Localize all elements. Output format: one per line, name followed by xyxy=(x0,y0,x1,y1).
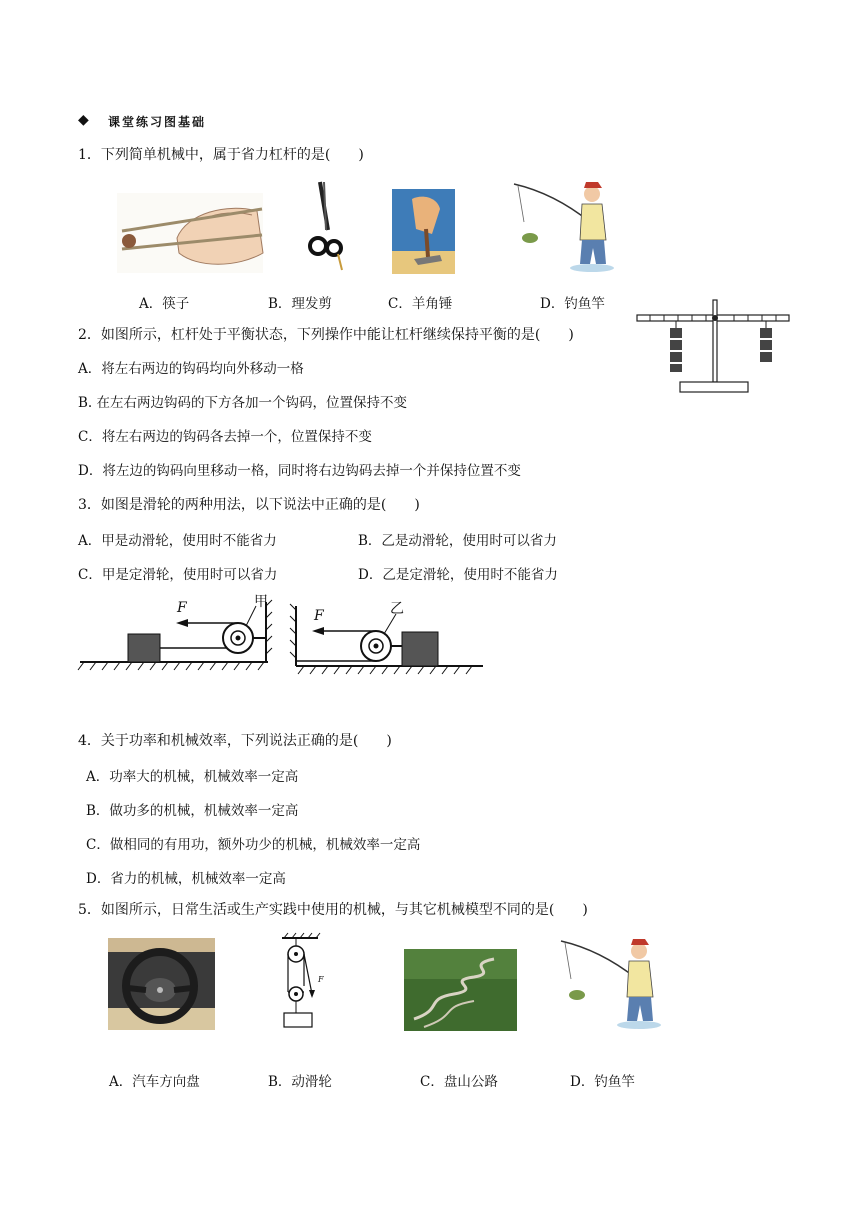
q1-option-c[interactable]: C．羊角锤 xyxy=(388,296,453,312)
q1-option-a[interactable]: A．筷子 xyxy=(139,296,190,312)
fishing-rod-image-2 xyxy=(557,939,667,1031)
q1-stem: 1．下列简单机械中，属于省力杠杆的是( ) xyxy=(78,147,364,163)
q1-option-b[interactable]: B．理发剪 xyxy=(268,296,332,312)
section-title: 课堂练习图基础 xyxy=(108,115,207,129)
q5-option-a[interactable]: A．汽车方向盘 xyxy=(109,1074,200,1090)
q3-option-a[interactable]: A．甲是动滑轮，使用时不能省力 xyxy=(78,533,277,549)
claw-hammer-image xyxy=(392,189,455,274)
q3-option-d[interactable]: D．乙是定滑轮，使用时不能省力 xyxy=(358,567,558,583)
q2-stem: 2．如图所示，杠杆处于平衡状态，下列操作中能让杠杆继续保持平衡的是( ) xyxy=(78,327,574,343)
q4-stem: 4．关于功率和机械效率，下列说法正确的是( ) xyxy=(78,733,392,749)
fishing-rod-image xyxy=(510,182,620,276)
q5-option-c[interactable]: C．盘山公路 xyxy=(420,1074,498,1090)
q3-stem: 3．如图是滑轮的两种用法，以下说法中正确的是( ) xyxy=(78,497,420,513)
pulley-right-label: 乙 xyxy=(390,601,404,617)
q5-option-b[interactable]: B．动滑轮 xyxy=(268,1074,332,1090)
q2-option-d[interactable]: D．将左边的钩码向里移动一格，同时将右边钩码去掉一个并保持位置不变 xyxy=(78,463,521,479)
pulley-left-label: 甲 xyxy=(254,594,268,610)
q2-option-a[interactable]: A．将左右两边的钩码均向外移动一格 xyxy=(78,361,304,377)
pulley-right-force-label: F xyxy=(314,608,324,624)
q3-option-c[interactable]: C．甲是定滑轮，使用时可以省力 xyxy=(78,567,278,583)
q2-option-b[interactable]: B. 在左右两边钩码的下方各加一个钩码，位置保持不变 xyxy=(78,395,408,411)
steering-wheel-image xyxy=(108,938,215,1030)
q3-option-b[interactable]: B．乙是动滑轮，使用时可以省力 xyxy=(358,533,557,549)
pulley-usage-figure xyxy=(78,592,488,674)
q4-option-d[interactable]: D．省力的机械，机械效率一定高 xyxy=(86,871,286,887)
lever-balance-figure xyxy=(634,298,792,396)
section-bullet: ◆ xyxy=(78,112,89,128)
pulley-left-force-label: F xyxy=(177,600,187,616)
q4-option-b[interactable]: B．做功多的机械，机械效率一定高 xyxy=(86,803,299,819)
q1-option-d[interactable]: D．钓鱼竿 xyxy=(540,296,605,312)
q5-stem: 5．如图所示，日常生活或生产实践中使用的机械，与其它机械模型不同的是( ) xyxy=(78,902,588,918)
q5-option-d[interactable]: D．钓鱼竿 xyxy=(570,1074,635,1090)
q2-option-c[interactable]: C．将左右两边的钩码各去掉一个，位置保持不变 xyxy=(78,429,372,445)
q4-option-a[interactable]: A．功率大的机械，机械效率一定高 xyxy=(86,769,299,785)
q4-option-c[interactable]: C．做相同的有用功，额外功少的机械，机械效率一定高 xyxy=(86,837,421,853)
movable-pulley-force-label: F xyxy=(318,975,324,984)
chopsticks-image xyxy=(117,193,263,273)
mountain-road-image xyxy=(404,949,517,1031)
scissors-image xyxy=(306,180,346,274)
